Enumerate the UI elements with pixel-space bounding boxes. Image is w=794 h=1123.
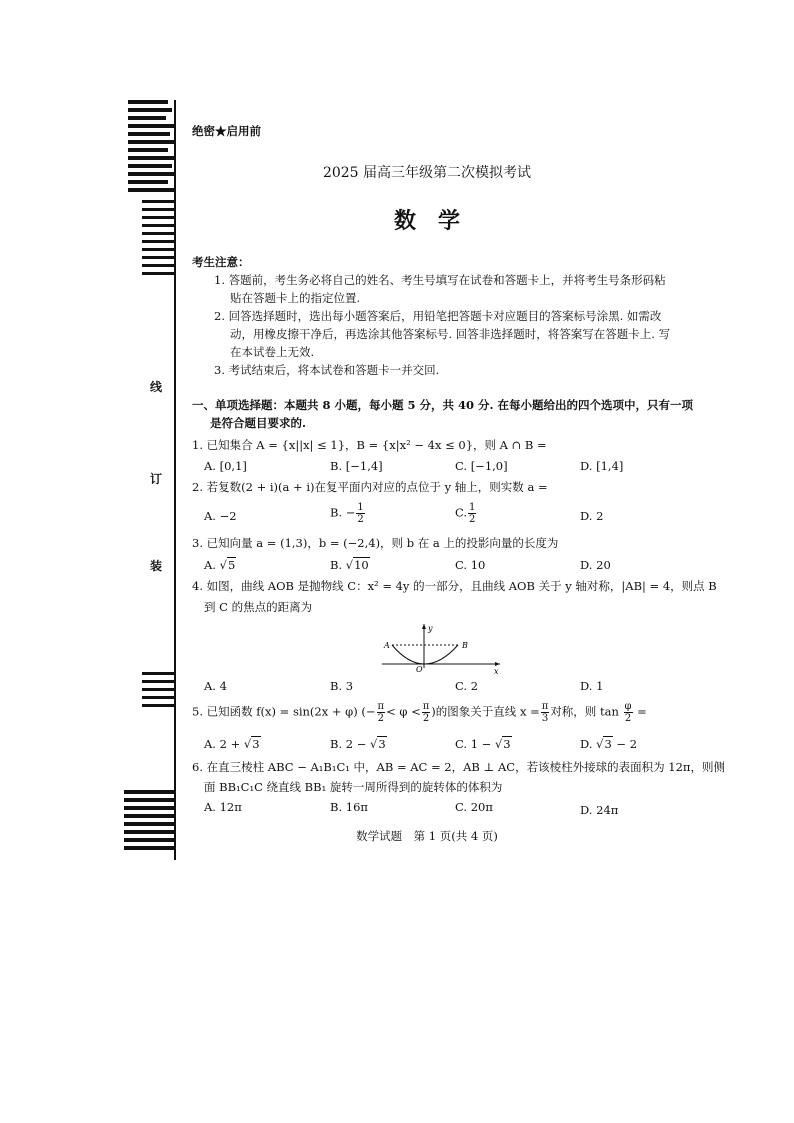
fraction-den: 2 xyxy=(469,514,476,525)
radicand: 3 xyxy=(503,737,511,751)
q4-option-a: A. 4 xyxy=(204,679,227,693)
q2-option-d: D. 2 xyxy=(580,509,604,523)
fraction xyxy=(541,701,550,724)
q5-b-prefix: B. 2 − √ xyxy=(330,737,378,751)
binding-mark-bind: 装 xyxy=(150,559,163,573)
q5-cond-mid: < φ < xyxy=(386,704,421,719)
section-heading: 一、单项选择题：本题共 8 小题，每小题 5 分，共 40 分. 在每小题给出的四个选项中，只有一项 xyxy=(192,398,694,412)
notice-line: 动，用橡皮擦干净后，再选涂其他答案标号. 回答非选择题时，将答案写在答题卡上. 写 xyxy=(230,327,671,341)
point-b-label: B xyxy=(462,641,468,650)
fraction-den: 2 xyxy=(377,713,384,724)
fraction xyxy=(356,502,364,525)
question-6-stem: 6. 在直三棱柱 ABC − A₁B₁C₁ 中，AB = AC = 2，AB ⊥ AC，若该棱柱外接球的表面积为 12π，则侧 xyxy=(192,760,725,774)
q4-option-d: D. 1 xyxy=(580,679,604,693)
parabola-figure xyxy=(378,620,502,676)
point-a-label: A xyxy=(384,641,390,650)
q5-cond-open: (− xyxy=(361,704,376,719)
q2-option-b xyxy=(330,502,366,525)
fraction-den: 3 xyxy=(541,713,549,724)
fraction-num: 1 xyxy=(357,502,364,513)
q5-option-b xyxy=(330,737,387,751)
question-4-stem: 4. 如图，曲线 AOB 是抛物线 C：x² = 4y 的一部分，且曲线 AOB 关于 y 轴对称，|AB| = 4，则点 B xyxy=(192,579,717,593)
q6-option-d: D. 24π xyxy=(580,803,619,817)
q1-option-a: A. [0,1] xyxy=(204,459,247,473)
binding-mark-order: 订 xyxy=(150,472,163,486)
q5-function: 5. 已知函数 f(x) = sin(2x + φ) xyxy=(192,704,358,719)
y-axis-arrow xyxy=(422,624,426,629)
fraction-den: 2 xyxy=(624,713,632,724)
q2-b-prefix: B. − xyxy=(330,505,356,520)
q4-option-c: C. 2 xyxy=(455,679,479,693)
q5-tail: = xyxy=(633,704,647,719)
binding-strip xyxy=(120,100,178,860)
radicand: 3 xyxy=(378,737,386,751)
q2-option-a: A. −2 xyxy=(204,509,237,523)
q3-option-a xyxy=(204,558,236,572)
notice-line: 在本试卷上无效. xyxy=(230,345,315,359)
fraction-num: π xyxy=(541,701,549,712)
q3-option-c: C. 10 xyxy=(455,558,486,572)
q2-option-c xyxy=(455,502,477,525)
fraction xyxy=(422,701,431,724)
page-footer: 数学试题 第 1 页(共 4 页) xyxy=(356,829,498,843)
notice-line: 3. 考试结束后，将本试卷和答题卡一并交回. xyxy=(214,363,440,377)
exam-title: 2025 届高三年级第二次模拟考试 xyxy=(322,165,532,181)
notice-line: 1. 答题前，考生务必将自己的姓名、考生号填写在试卷和答题卡上，并将考生号条形码粘 xyxy=(214,273,666,287)
radicand: 3 xyxy=(604,737,612,751)
q3-b-prefix: B. √ xyxy=(330,558,354,572)
q5-option-a xyxy=(204,737,261,751)
binding-line xyxy=(174,100,176,860)
q5-cond-close: ) xyxy=(431,704,436,719)
q1-option-c: C. [−1,0] xyxy=(455,459,508,473)
q6-option-b: B. 16π xyxy=(330,800,368,814)
q6-option-c: C. 20π xyxy=(455,800,493,814)
q5-d-prefix: D. √ xyxy=(580,737,604,751)
fraction-num: π xyxy=(422,701,430,712)
question-3-stem: 3. 已知向量 a = (1,3)，b = (−2,4)，则 b 在 a 上的投影向量的长度为 xyxy=(192,536,559,550)
question-4-stem-cont: 到 C 的焦点的距离为 xyxy=(204,600,313,614)
fraction xyxy=(624,701,633,724)
radicand: 3 xyxy=(252,737,260,751)
origin-label: O xyxy=(416,665,423,674)
q5-d-suffix: − 2 xyxy=(612,737,638,751)
question-5-stem xyxy=(192,701,647,724)
binding-mark-line: 线 xyxy=(150,380,163,394)
fraction-den: 2 xyxy=(422,713,430,724)
q3-a-prefix: A. √ xyxy=(204,558,227,572)
radicand: 5 xyxy=(227,558,236,572)
q5-option-d xyxy=(580,737,637,751)
subject-title: 数 学 xyxy=(393,208,460,234)
parabola-curve xyxy=(392,645,458,664)
q5-mid-text: 的图象关于直线 x = xyxy=(435,704,540,719)
q2-c-prefix: C. xyxy=(455,505,468,520)
q4-option-b: B. 3 xyxy=(330,679,354,693)
q3-option-b xyxy=(330,558,370,572)
question-1-stem: 1. 已知集合 A = {x||x| ≤ 1}，B = {x|x² − 4x ≤ 0}，则 A ∩ B = xyxy=(192,438,547,452)
x-axis-arrow xyxy=(495,662,500,666)
q1-option-d: D. [1,4] xyxy=(580,459,624,473)
fraction-den: 2 xyxy=(357,514,364,525)
q3-option-d: D. 20 xyxy=(580,558,611,572)
section-heading-cont: 是符合题目要求的. xyxy=(210,416,307,430)
q5-a-prefix: A. 2 + √ xyxy=(204,737,252,751)
question-2-stem: 2. 若复数(2 + i)(a + i)在复平面内对应的点位于 y 轴上，则实数 a = xyxy=(192,480,548,494)
x-axis-label: x xyxy=(494,667,499,676)
q1-option-b: B. [−1,4] xyxy=(330,459,383,473)
fraction-num: 1 xyxy=(469,502,476,513)
q5-post-text: 对称，则 tan xyxy=(550,704,619,719)
fraction-num: φ xyxy=(624,701,632,712)
y-axis-label: y xyxy=(428,624,433,633)
radicand: 10 xyxy=(354,558,369,572)
fraction-num: π xyxy=(377,701,385,712)
q5-c-prefix: C. 1 − √ xyxy=(455,737,503,751)
q5-option-c xyxy=(455,737,512,751)
notice-heading: 考生注意： xyxy=(192,255,250,269)
notice-line: 2. 回答选择题时，选出每小题答案后，用铅笔把答题卡对应题目的答案标号涂黑. 如需改 xyxy=(214,309,662,323)
fraction xyxy=(377,701,386,724)
confidential-label: 绝密★启用前 xyxy=(192,124,261,138)
notice-line: 贴在答题卡上的指定位置. xyxy=(230,291,361,305)
q6-option-a: A. 12π xyxy=(204,800,242,814)
fraction xyxy=(468,502,476,525)
question-6-stem-cont: 面 BB₁C₁C 绕直线 BB₁ 旋转一周所得到的旋转体的体积为 xyxy=(204,780,503,794)
